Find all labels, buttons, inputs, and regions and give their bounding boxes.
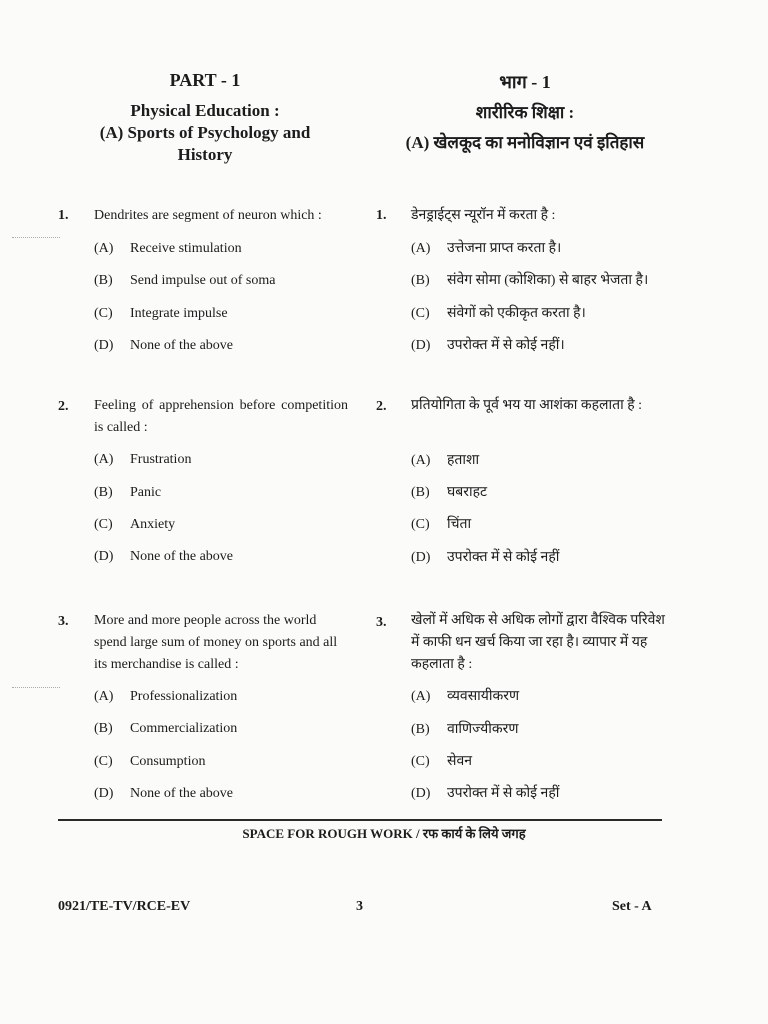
header-english <box>70 70 340 166</box>
paper-code: 0921/TE-TV/RCE-EV <box>58 899 191 914</box>
question-number: 1. <box>58 208 69 223</box>
option-d-hindi <box>411 784 559 804</box>
option-label: (B) <box>94 721 113 736</box>
subject-subtitle: (A) Sports of Psychology and <box>99 123 311 142</box>
option-label: (A) <box>94 452 114 467</box>
option-b-hindi <box>411 483 487 503</box>
option-c-hindi <box>411 304 586 324</box>
option-d-hindi <box>411 336 565 356</box>
part-title: PART - 1 <box>169 70 241 90</box>
question-text-hindi: प्रतियोगिता के पूर्व भय या आशंका कहलाता है : <box>411 398 643 413</box>
option-text: Consumption <box>130 754 206 769</box>
question-number-hindi: 1. <box>376 208 387 223</box>
option-label: (C) <box>411 754 430 769</box>
option-label: (B) <box>411 485 430 500</box>
option-b <box>94 719 237 739</box>
option-text: उपरोक्त में से कोई नहीं <box>447 786 560 801</box>
option-d <box>94 547 233 567</box>
question-number: 2. <box>58 399 69 414</box>
option-b-hindi <box>411 720 519 740</box>
option-text: Integrate impulse <box>130 306 228 321</box>
option-b <box>94 483 161 503</box>
option-label: (D) <box>411 550 431 565</box>
option-label: (C) <box>411 306 430 321</box>
question-number: 3. <box>58 614 69 629</box>
scan-mark <box>12 237 60 238</box>
page-number: 3 <box>356 899 363 914</box>
option-c <box>94 515 175 535</box>
option-label: (D) <box>411 338 431 353</box>
question-text-hindi: खेलों में अधिक से अधिक लोगों द्वारा वैश्विक परिवेश में काफी धन खर्च किया जा रहा है। व्यापार में यह कहलाता है : <box>411 613 665 672</box>
option-b <box>94 271 275 291</box>
option-label: (A) <box>94 689 114 704</box>
option-label: (B) <box>94 485 113 500</box>
option-a <box>94 239 242 259</box>
option-text: चिंता <box>447 517 472 532</box>
option-label: (C) <box>411 517 430 532</box>
option-c-hindi <box>411 752 472 772</box>
option-a <box>94 687 237 707</box>
option-text: व्यवसायीकरण <box>447 689 520 704</box>
option-d-hindi <box>411 548 559 568</box>
option-label: (D) <box>411 786 431 801</box>
option-text: उत्तेजना प्राप्त करता है। <box>447 241 562 256</box>
option-label: (A) <box>94 241 114 256</box>
option-d <box>94 336 233 356</box>
subject-subtitle-cont: History <box>177 145 233 164</box>
option-label: (C) <box>94 306 113 321</box>
option-text: घबराहट <box>447 485 488 500</box>
option-text: वाणिज्यीकरण <box>447 722 519 737</box>
option-text: Commercialization <box>130 721 238 736</box>
option-text: Anxiety <box>130 517 176 532</box>
option-c-hindi <box>411 515 471 535</box>
subject-title: Physical Education : <box>130 101 280 120</box>
option-label: (B) <box>94 273 113 288</box>
question-text-hindi: डेनड्राईट्स न्यूरॉन में करता है : <box>411 208 556 223</box>
option-a-hindi <box>411 687 519 707</box>
option-label: (D) <box>94 786 114 801</box>
option-a-hindi <box>411 451 479 471</box>
option-text: हताशा <box>447 453 480 468</box>
option-a <box>94 450 191 470</box>
rough-work-label: SPACE FOR ROUGH WORK / रफ कार्य के लिये जगह <box>242 826 526 841</box>
option-text: सेवन <box>447 754 473 769</box>
header-hindi <box>360 72 690 154</box>
option-text: None of the above <box>130 786 234 801</box>
scan-mark <box>12 687 60 688</box>
option-label: (C) <box>94 754 113 769</box>
part-title-hindi: भाग - 1 <box>499 72 551 92</box>
option-text: संवेगों को एकीकृत करता है। <box>447 306 586 321</box>
option-text: Frustration <box>130 452 192 467</box>
set-label: Set - A <box>612 899 652 914</box>
option-text: संवेग सोमा (कोशिका) से बाहर भेजता है। <box>447 273 649 288</box>
option-text: Professionalization <box>130 689 238 704</box>
option-text: उपरोक्त में से कोई नहीं <box>447 550 560 565</box>
option-label: (D) <box>94 338 114 353</box>
option-text: None of the above <box>130 549 234 564</box>
option-a-hindi <box>411 239 561 259</box>
option-label: (A) <box>411 689 431 704</box>
option-b-hindi <box>411 271 648 291</box>
option-text: None of the above <box>130 338 234 353</box>
option-label: (A) <box>411 241 431 256</box>
question-number-hindi: 2. <box>376 399 387 414</box>
option-text: Receive stimulation <box>130 241 242 256</box>
option-label: (C) <box>94 517 113 532</box>
option-c <box>94 304 228 324</box>
question-text: More and more people across the world spend large sum of money on sports and all its merchandise is called : <box>94 613 338 672</box>
question-text: Feeling of apprehension before competition is called : <box>94 398 348 435</box>
rough-work-divider <box>58 819 662 821</box>
question-text: Dendrites are segment of neuron which : <box>94 208 322 223</box>
option-c <box>94 752 205 772</box>
question-number-hindi: 3. <box>376 615 387 630</box>
subject-title-hindi: शारीरिक शिक्षा : <box>475 103 575 122</box>
option-text: Panic <box>130 485 162 500</box>
option-label: (B) <box>411 722 430 737</box>
option-label: (D) <box>94 549 114 564</box>
option-text: Send impulse out of soma <box>130 273 276 288</box>
option-text: उपरोक्त में से कोई नहीं। <box>447 338 565 353</box>
option-d <box>94 784 233 804</box>
subject-subtitle-hindi: (A) खेलकूद का मनोविज्ञान एवं इतिहास <box>405 133 645 152</box>
option-label: (A) <box>411 453 431 468</box>
option-label: (B) <box>411 273 430 288</box>
